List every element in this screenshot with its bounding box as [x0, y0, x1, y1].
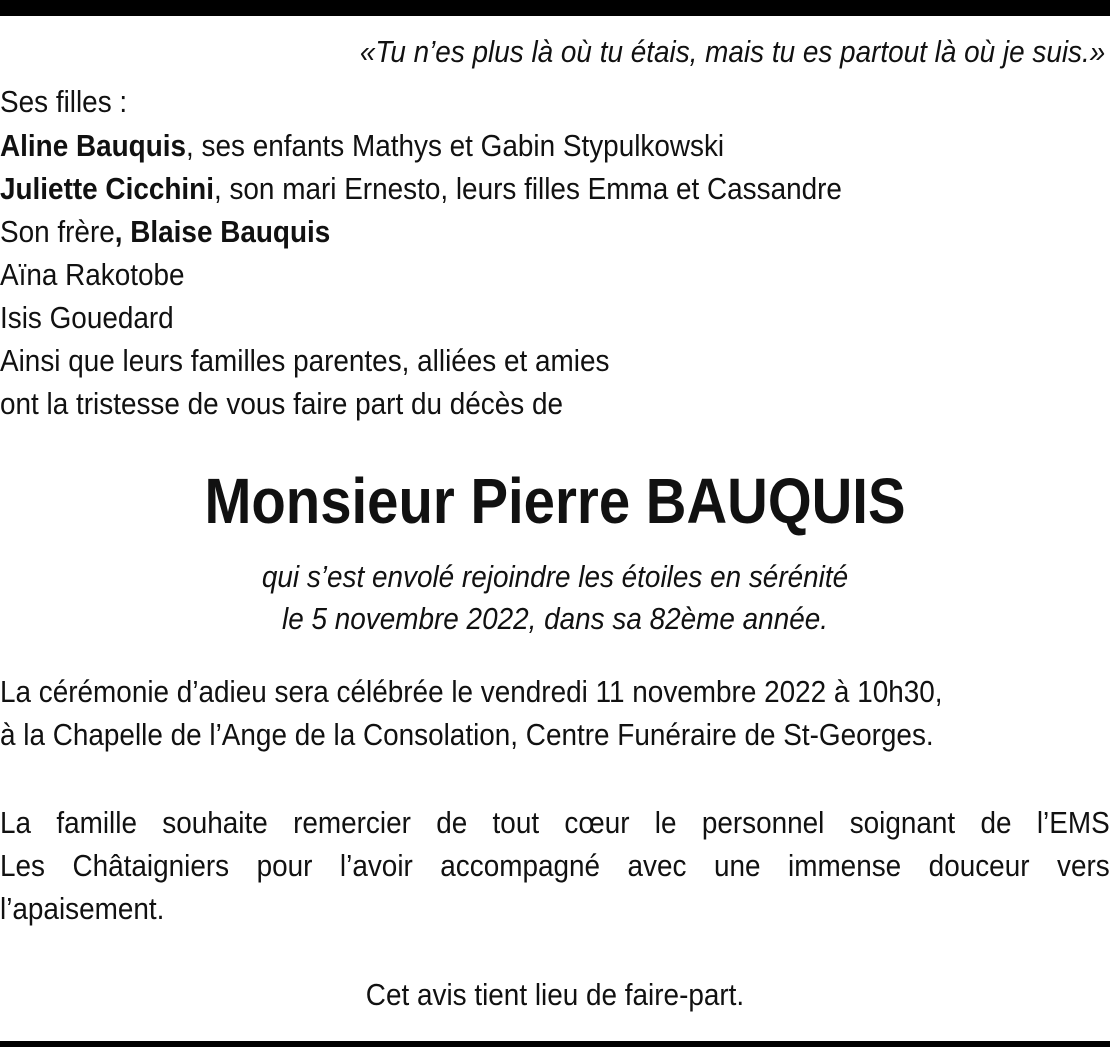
closing-block [0, 975, 1110, 1015]
family-line-other-2: Isis Gouedard [0, 300, 174, 335]
daughter-1-details: , ses enfants Mathys et Gabin Stypulkowski [186, 128, 725, 163]
closing-note: Cet avis tient lieu de faire-part. [365, 977, 745, 1012]
thanks-line-1: La famille souhaite remercier de tout cœur le personnel soignant de l’EMS [0, 805, 1110, 840]
deceased-details-block [0, 556, 1110, 640]
bottom-border-rule [0, 1041, 1110, 1047]
thanks-paragraph [0, 801, 1110, 930]
family-line-announce: ont la tristesse de vous faire part du décès de [0, 386, 563, 421]
deceased-detail-line-2: le 5 novembre 2022, dans sa 82ème année. [282, 601, 828, 636]
ceremony-line-1: La cérémonie d’adieu sera célébrée le vendredi 11 novembre 2022 à 10h30, [0, 674, 943, 709]
daughter-2-details: , son mari Ernesto, leurs filles Emma et Cassandre [213, 171, 842, 206]
deceased-name: Monsieur Pierre BAUQUIS [204, 465, 906, 537]
epigraph-quote: «Tu n’es plus là où tu étais, mais tu es partout là où je suis.» [359, 34, 1105, 69]
family-line-other-1: Aïna Rakotobe [0, 257, 185, 292]
ceremony-line-2: à la Chapelle de l’Ange de la Consolation, Centre Funéraire de St-Georges. [0, 717, 934, 752]
deceased-detail-line-1: qui s’est envolé rejoindre les étoiles en sérénité [261, 559, 849, 594]
family-line-daughter-1 [0, 126, 724, 166]
thanks-line-2: Les Châtaigniers pour l’avoir accompagné avec une immense douceur vers [0, 848, 1110, 883]
family-line-brother [0, 212, 330, 252]
daughter-2-name: Juliette Cicchini [0, 171, 214, 206]
family-intro: Ses filles : [0, 84, 128, 119]
family-line-daughter-2 [0, 169, 842, 209]
daughter-1-name: Aline Bauquis [0, 128, 187, 163]
thanks-line-3: l’apaisement. [0, 891, 165, 926]
brother-name: , Blaise Bauquis [114, 214, 331, 249]
brother-prefix: Son frère [0, 214, 115, 249]
deceased-name-block [0, 466, 1110, 536]
top-border-rule [0, 0, 1110, 16]
family-line-relatives: Ainsi que leurs familles parentes, alliées et amies [0, 343, 610, 378]
